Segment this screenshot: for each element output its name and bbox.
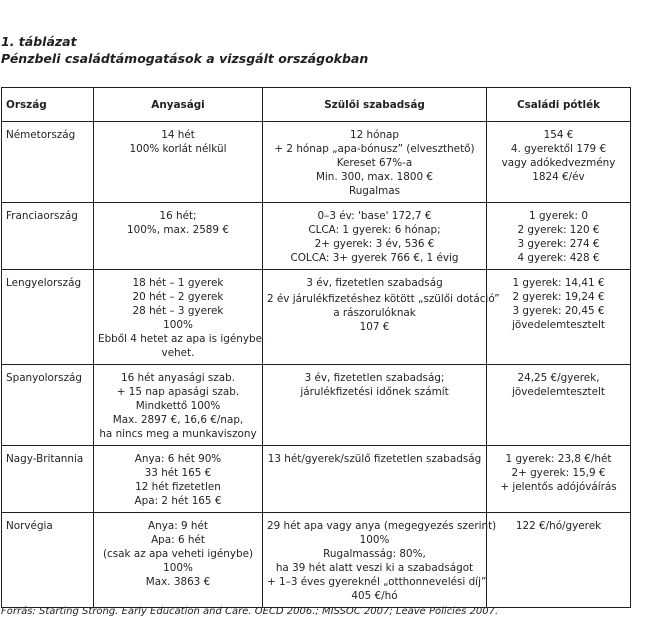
parental-line: járulékfizetési időnek számít [300, 386, 449, 398]
maternity-line: Anya: 6 hét 90% [134, 453, 222, 465]
maternity-line: 14 hét [161, 129, 195, 141]
maternity-line: 20 hét – 2 gyerek [132, 291, 224, 303]
allowance-cell [487, 446, 631, 513]
allowance-line: 24,25 €/gyerek, [517, 372, 600, 384]
maternity-line: 100% [163, 562, 193, 574]
allowance-line: 4 gyerek: 428 € [517, 252, 600, 264]
parental-line: CLCA: 1 gyerek: 6 hónap; [308, 224, 441, 236]
maternity-cell [94, 446, 263, 513]
allowance-cell [487, 513, 631, 608]
parental-line: 100% [359, 534, 390, 546]
maternity-line: + 15 nap apasági szab. [116, 386, 240, 398]
allowance-line: 1 gyerek: 23,8 €/hét [505, 453, 612, 465]
allowance-cell [487, 365, 631, 446]
table-caption [1, 33, 368, 67]
maternity-line: vehet. [161, 347, 195, 359]
parental-cell [263, 270, 500, 365]
maternity-line: Max. 2897 €, 16,6 €/nap, [112, 414, 244, 426]
allowance-line: 122 €/hó/gyerek [515, 520, 602, 532]
parental-cell [263, 203, 487, 270]
allowance-line: 1824 €/év [532, 171, 585, 183]
maternity-cell [94, 270, 263, 365]
table-row [2, 513, 631, 608]
parental-cell [263, 365, 487, 446]
country-cell: Németország [2, 122, 94, 203]
parental-line: 3 év, fizetetlen szabadság [306, 277, 443, 289]
maternity-line: Mindkettő 100% [135, 400, 221, 412]
parental-line: 13 hét/gyerek/szülő fizetetlen szabadság [267, 453, 482, 465]
country-cell: Lengyelország [2, 270, 94, 365]
maternity-line: 18 hét – 1 gyerek [132, 277, 224, 289]
allowance-line: 154 € [543, 129, 574, 141]
parental-line: ha 39 hét alatt veszi ki a szabadságot [275, 562, 474, 574]
family-support-table [1, 87, 631, 608]
parental-line: 12 hónap [349, 129, 399, 141]
allowance-line: 2+ gyerek: 15,9 € [511, 467, 606, 479]
maternity-line: ha nincs meg a munkaviszony [99, 428, 257, 440]
allowance-cell [487, 270, 631, 365]
allowance-cell [487, 203, 631, 270]
parental-line: 3 év, fizetetlen szabadság; [304, 372, 445, 384]
parental-cell [263, 122, 487, 203]
table-row [2, 270, 631, 365]
parental-cell [263, 513, 497, 608]
allowance-line: 3 gyerek: 20,45 € [512, 305, 605, 317]
maternity-cell [94, 513, 263, 608]
allowance-line: + jelentős adójóváírás [500, 481, 617, 493]
allowance-line: 2 gyerek: 120 € [517, 224, 600, 236]
table-row [2, 122, 631, 203]
country-cell: Franciaország [2, 203, 94, 270]
parental-line: Rugalmasság: 80%, [323, 548, 426, 560]
parental-line: COLCA: 3+ gyerek 766 €, 1 évig [290, 252, 459, 264]
allowance-line: 1 gyerek: 0 [529, 210, 588, 222]
maternity-line: 12 hét fizetetlen [135, 481, 221, 493]
allowance-line: vagy adókedvezmény [501, 157, 616, 169]
maternity-line: (csak az apa veheti igénybe) [102, 548, 254, 560]
allowance-line: 1 gyerek: 14,41 € [512, 277, 605, 289]
allowance-line: jövedelemtesztelt [512, 319, 605, 331]
maternity-cell [94, 203, 263, 270]
allowance-line: 2 gyerek: 19,24 € [512, 291, 605, 303]
maternity-cell [94, 122, 263, 203]
country-cell: Nagy-Britannia [2, 446, 94, 513]
header-country: Ország [2, 88, 94, 122]
maternity-line: 100% [163, 319, 193, 331]
maternity-line: Anya: 9 hét [148, 520, 208, 532]
maternity-line: Ebből 4 hetet az apa is igénybe [98, 333, 262, 345]
country-cell: Spanyolország [2, 365, 94, 446]
parental-line: 29 hét apa vagy anya (megegyezés szerint) [267, 520, 497, 532]
table-row [2, 365, 631, 446]
allowance-line: 3 gyerek: 274 € [517, 238, 600, 250]
maternity-line: 100% korlát nélkül [129, 143, 227, 155]
allowance-line: jövedelemtesztelt [512, 386, 605, 398]
parental-line: 405 €/hó [351, 590, 398, 602]
header-parental-leave: Szülői szabadság [263, 88, 487, 122]
maternity-line: 100%, max. 2589 € [127, 224, 229, 236]
country-cell: Norvégia [2, 513, 94, 608]
parental-line: 0–3 év: 'base' 172,7 € [317, 210, 432, 222]
maternity-line: 28 hét – 3 gyerek [132, 305, 224, 317]
allowance-cell [487, 122, 631, 203]
parental-line: Rugalmas [348, 185, 401, 197]
header-row [2, 88, 631, 122]
table-row [2, 446, 631, 513]
table-body [2, 122, 631, 608]
table-title: Pénzbeli családtámogatások a vizsgált országokban [1, 51, 369, 66]
parental-cell [263, 446, 487, 513]
header-maternity: Anyasági [94, 88, 263, 122]
header-family-allowance: Családi pótlék [487, 88, 631, 122]
parental-line: 2+ gyerek: 3 év, 536 € [314, 238, 435, 250]
maternity-line: Apa: 2 hét 165 € [134, 495, 222, 507]
parental-line: 2 év járulékfizetéshez kötött „szülői dotáció” [267, 293, 500, 305]
maternity-line: Max. 3863 € [145, 576, 211, 588]
table-row [2, 203, 631, 270]
maternity-line: Apa: 6 hét [151, 534, 205, 546]
parental-line: Kereset 67%-a [336, 157, 413, 169]
parental-line: + 2 hónap „apa-bónusz” (elveszthető) [274, 143, 475, 155]
allowance-line: 4. gyerektől 179 € [510, 143, 607, 155]
table-number: 1. táblázat [1, 34, 77, 49]
parental-line: 107 € [359, 321, 390, 333]
maternity-cell [94, 365, 263, 446]
parental-line: Min. 300, max. 1800 € [315, 171, 434, 183]
parental-line: a rászorulóknak [333, 307, 416, 319]
maternity-line: 16 hét; [159, 210, 197, 222]
maternity-line: 16 hét anyasági szab. [120, 372, 236, 384]
parental-line: + 1–3 éves gyereknél „otthonnevelési díj” [267, 576, 487, 588]
source-note: Forrás: Starting Strong. Early Education and Care. OECD 2006.; MISSOC 2007; Leave Policies 2007. [1, 606, 499, 617]
maternity-line: 33 hét 165 € [144, 467, 212, 479]
